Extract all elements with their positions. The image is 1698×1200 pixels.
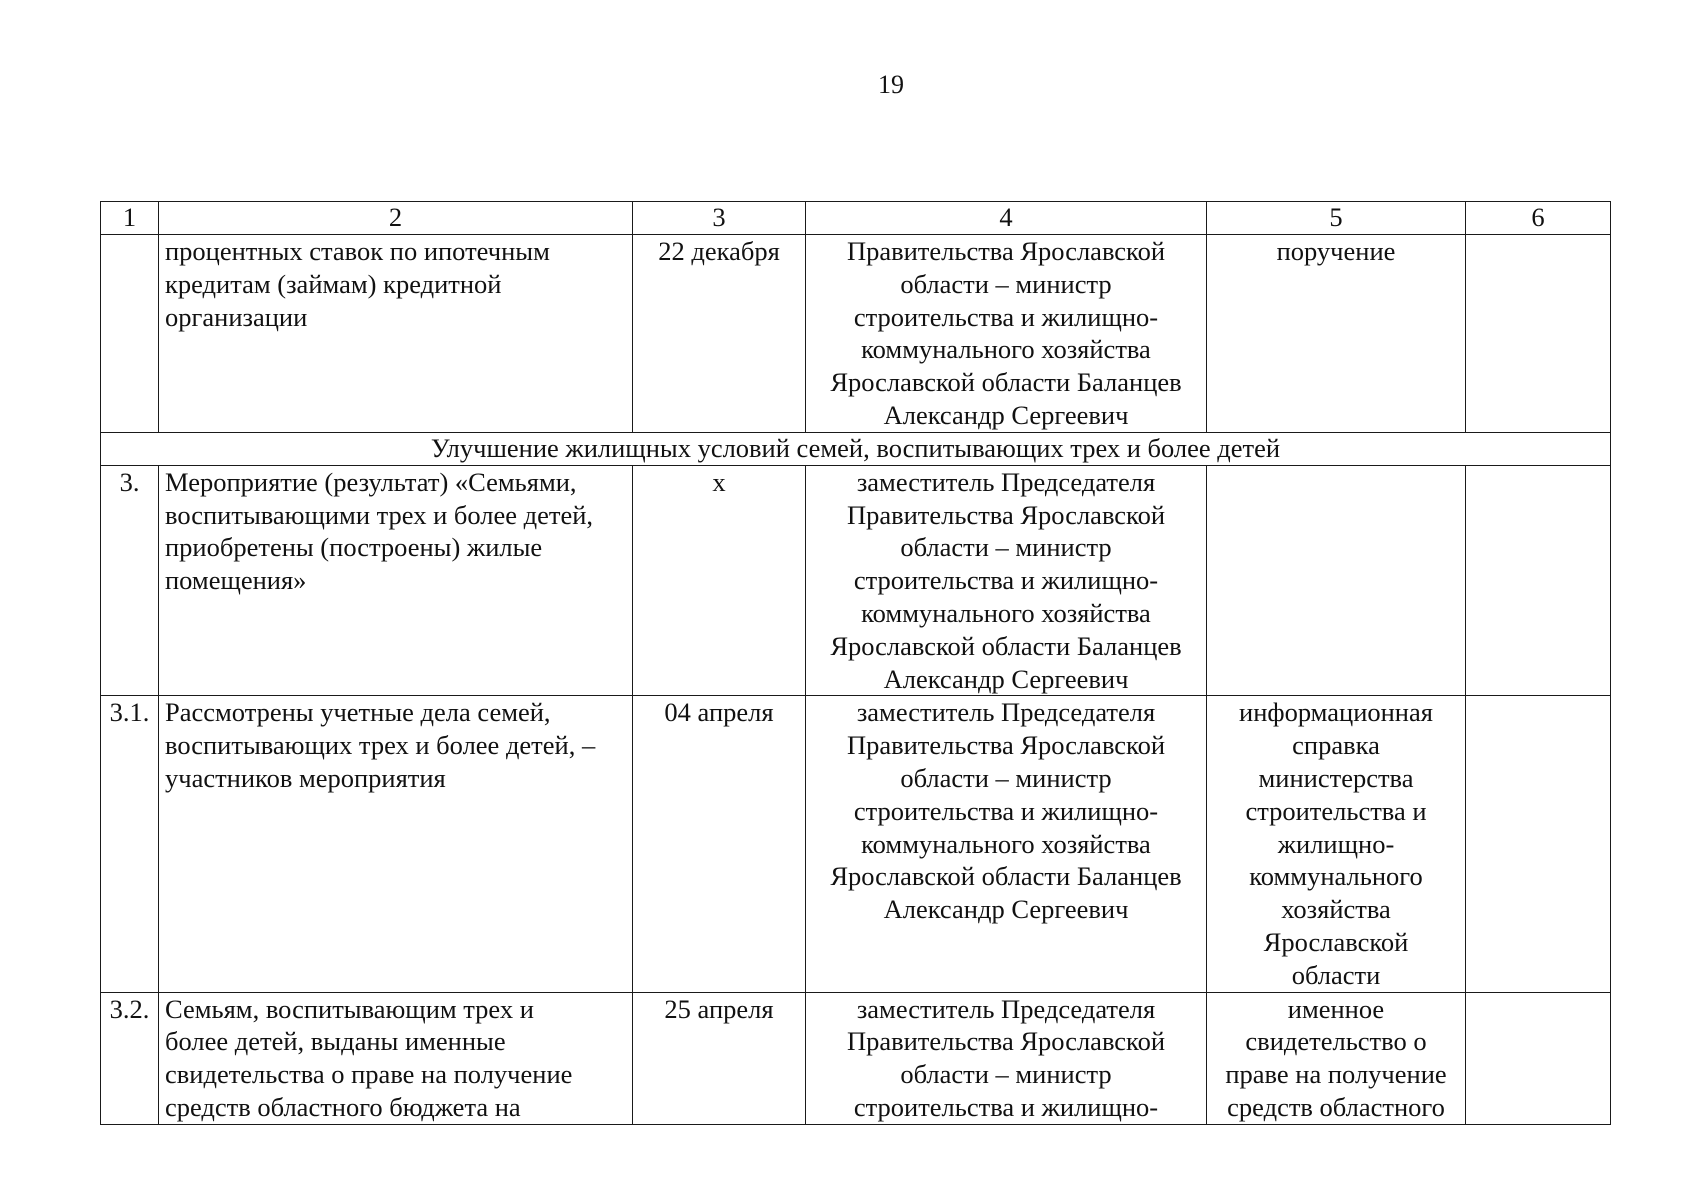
row-description: Рассмотрены учетные дела семей, воспитывающих трех и более детей, – участников мероприятия — [165, 697, 596, 793]
date-cell — [633, 465, 806, 696]
col6-cell — [1466, 992, 1611, 1124]
row-description: Семьям, воспитывающим трех и более детей, выданы именные свидетельства о праве на получение средств областного бюджета на — [165, 993, 573, 1122]
row-document: информационная справка министерства строительства и жилищно- коммунального хозяйства Ярославской области — [1239, 697, 1433, 990]
row-number: 3.2. — [109, 993, 150, 1024]
responsible-cell — [806, 465, 1207, 696]
date-cell — [633, 696, 806, 992]
row-number-cell — [101, 992, 159, 1124]
document-table — [100, 201, 1611, 1125]
description-cell — [159, 235, 633, 433]
description-cell — [159, 992, 633, 1124]
row-number: 3.1. — [109, 697, 150, 728]
row-date: 25 апреля — [664, 993, 774, 1024]
section-title: Улучшение жилищных условий семей, воспитывающих трех и более детей — [101, 432, 1611, 465]
column-header: 2 — [159, 202, 633, 235]
row-number-cell — [101, 465, 159, 696]
column-header: 5 — [1207, 202, 1466, 235]
table-row — [101, 992, 1611, 1124]
row-date: 22 декабря — [658, 236, 780, 266]
row-number-cell — [101, 696, 159, 992]
description-cell — [159, 696, 633, 992]
column-header: 6 — [1466, 202, 1611, 235]
row-description: Мероприятие (результат) «Семьями, воспитывающими трех и более детей, приобретены (построены) жилые помещения» — [165, 466, 594, 596]
row-responsible: Правительства Ярославской области – министр строительства и жилищно- коммунального хозяйства Ярославской области Баланцев Александр Сергеевич — [830, 236, 1182, 430]
document-cell — [1207, 465, 1466, 696]
section-row — [101, 432, 1611, 465]
row-date: х — [712, 466, 726, 497]
row-date: 04 апреля — [664, 697, 774, 728]
document-cell — [1207, 235, 1466, 433]
responsible-cell — [806, 235, 1207, 433]
responsible-cell — [806, 696, 1207, 992]
col6-cell — [1466, 235, 1611, 433]
document-cell — [1207, 992, 1466, 1124]
row-document: именное свидетельство о праве на получение средств областного — [1225, 993, 1447, 1122]
table-row — [101, 696, 1611, 992]
row-document: поручение — [1276, 236, 1396, 266]
date-cell — [633, 992, 806, 1124]
column-header: 4 — [806, 202, 1207, 235]
row-description: процентных ставок по ипотечным кредитам (займам) кредитной организации — [165, 236, 550, 332]
description-cell — [159, 465, 633, 696]
column-header: 3 — [633, 202, 806, 235]
page-number: 19 — [878, 70, 904, 99]
responsible-cell — [806, 992, 1207, 1124]
row-number-cell — [101, 235, 159, 433]
row-responsible: заместитель Председателя Правительства Ярославской области – министр строительства и жилищно- коммунального хозяйства Ярославской области Баланцев Александр Сергеевич — [830, 697, 1182, 925]
row-responsible: заместитель Председателя Правительства Ярославской области – министр строительства и жилищно- коммунального хозяйства Ярославской области Баланцев Александр Сергеевич — [830, 466, 1182, 694]
document-cell — [1207, 696, 1466, 992]
table-row — [101, 465, 1611, 696]
col6-cell — [1466, 696, 1611, 992]
table-row — [101, 235, 1611, 433]
table-header-row — [101, 202, 1611, 235]
date-cell — [633, 235, 806, 433]
row-number: 3. — [119, 466, 140, 497]
row-responsible: заместитель Председателя Правительства Ярославской области – министр строительства и жилищно- — [846, 993, 1166, 1122]
column-header: 1 — [101, 202, 159, 235]
col6-cell — [1466, 465, 1611, 696]
